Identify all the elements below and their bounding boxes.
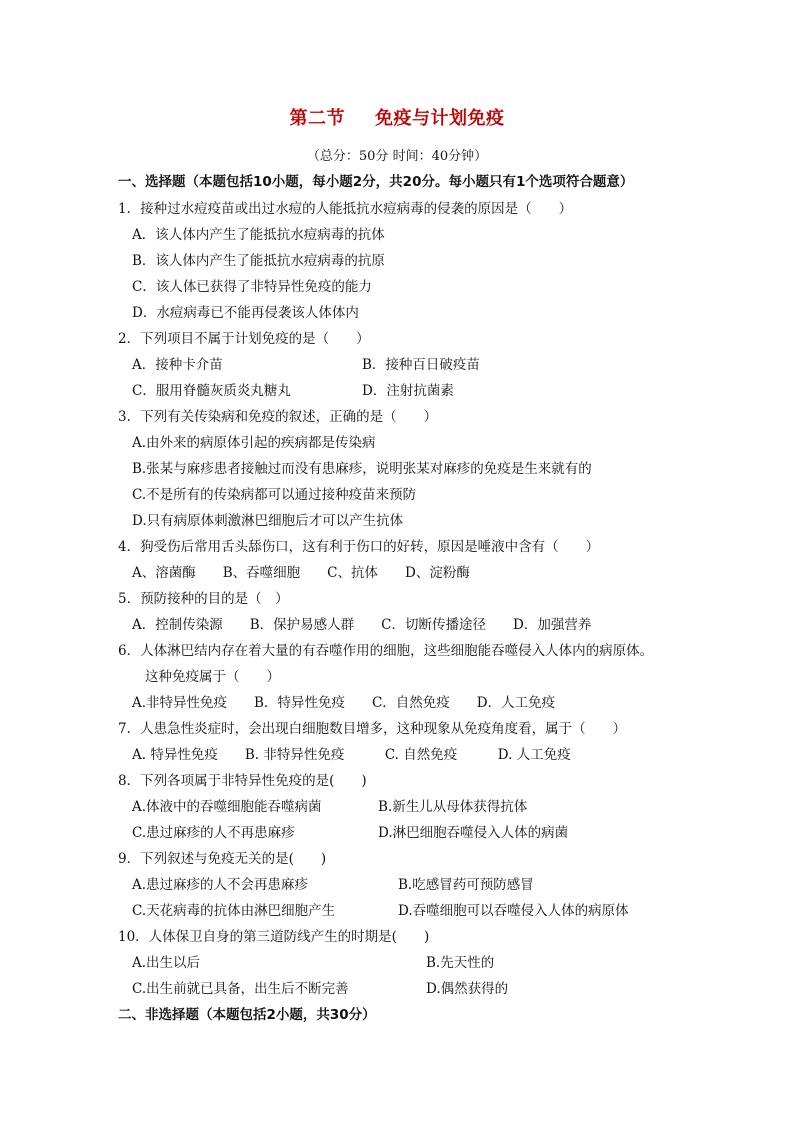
question-3-option-d: D.只有病原体刺激淋巴细胞后才可以产生抗体 <box>132 513 404 529</box>
question-1-option-c: C．该人体已获得了非特异性免疫的能力 <box>132 279 372 295</box>
title-section: 第二节 <box>289 108 345 129</box>
question-8-option-c: C.患过麻疹的人不再患麻疹 <box>132 825 295 841</box>
question-6-stem-continued: 这种免疫属于（ ） <box>145 669 280 685</box>
question-9-option-b: B.吃感冒药可预防感冒 <box>398 877 534 893</box>
question-8-option-d: D.淋巴细胞吞噬侵入人体的病菌 <box>378 825 569 841</box>
question-3-option-c: C.不是所有的传染病都可以通过接种疫苗来预防 <box>132 487 417 503</box>
exam-info: （总分：50分 时间：40分钟） <box>306 149 488 164</box>
question-9-stem: 9．下列叙述与免疫无关的是( ) <box>118 851 327 867</box>
question-7-stem: 7．人患急性炎症时，会出现白细胞数目增多，这种现象从免疫角度看，属于（ ） <box>118 721 627 737</box>
question-8-option-b: B.新生儿从母体获得抗体 <box>378 799 528 815</box>
question-1-stem: 1．接种过水痘疫苗或出过水痘的人能抵抗水痘病毒的侵袭的原因是（ ） <box>118 201 573 217</box>
title-topic: 免疫与计划免疫 <box>375 108 505 129</box>
question-3-option-a: A.由外来的病原体引起的疾病都是传染病 <box>132 435 376 451</box>
question-10-option-b: B.先天性的 <box>426 955 495 971</box>
question-4-stem: 4．狗受伤后常用舌头舔伤口，这有利于伤口的好转，原因是唾液中含有（ ） <box>118 539 600 555</box>
question-5-options: A．控制传染源 B．保护易感人群 C．切断传播途径 D．加强营养 <box>132 617 592 633</box>
question-5-stem: 5．预防接种的目的是（ ） <box>118 591 289 607</box>
question-10-stem: 10．人体保卫自身的第三道防线产生的时期是( ) <box>118 929 430 945</box>
question-9-option-c: C.天花病毒的抗体由淋巴细胞产生 <box>132 903 336 919</box>
question-1-option-d: D．水痘病毒已不能再侵袭该人体体内 <box>132 305 359 321</box>
question-10-option-c: C.出生前就已具备，出生后不断完善 <box>132 981 349 997</box>
question-2-option-a: A．接种卡介苗 <box>132 357 223 373</box>
question-4-options: A、溶菌酶 B、吞噬细胞 C、抗体 D、淀粉酶 <box>132 565 470 581</box>
question-8-stem: 8．下列各项属于非特异性免疫的是( ) <box>118 773 367 789</box>
question-10-option-d: D.偶然获得的 <box>426 981 509 997</box>
question-2-stem: 2．下列项目不属于计划免疫的是（ ） <box>118 331 370 347</box>
question-6-stem: 6．人体淋巴结内存在着大量的有吞噬作用的细胞，这些细胞能吞噬侵入人体内的病原体。 <box>118 643 654 659</box>
question-3-stem: 3．下列有关传染病和免疫的叙述，正确的是（ ） <box>118 409 438 425</box>
question-9-option-a: A.患过麻疹的人不会再患麻疹 <box>132 877 309 893</box>
question-9-option-d: D.吞噬细胞可以吞噬侵入人体的病原体 <box>398 903 629 919</box>
question-2-option-b: B．接种百日破疫苗 <box>362 357 480 373</box>
question-8-option-a: A.体液中的吞噬细胞能吞噬病菌 <box>132 799 322 815</box>
question-10-option-a: A.出生以后 <box>132 955 201 971</box>
question-2-option-d: D．注射抗菌素 <box>362 383 454 399</box>
question-1-option-a: A．该人体内产生了能抵抗水痘病毒的抗体 <box>132 227 385 243</box>
question-6-options: A.非特异性免疫 B．特异性免疫 C．自然免疫 D．人工免疫 <box>132 695 556 711</box>
section-heading-choice: 一、选择题（本题包括10小题，每小题2分，共20分。每小题只有1个选项符合题意） <box>118 174 634 190</box>
section-heading-non-choice: 二、非选择题（本题包括2小题，共30分） <box>118 1007 376 1023</box>
question-1-option-b: B．该人体内产生了能抵抗水痘病毒的抗原 <box>132 253 385 269</box>
question-3-option-b: B.张某与麻疹患者接触过而没有患麻疹，说明张某对麻疹的免疫是生来就有的 <box>132 461 592 477</box>
question-2-option-c: C．服用脊髓灰质炎丸糖丸 <box>132 383 291 399</box>
page-title <box>0 104 794 130</box>
question-7-options: A. 特异性免疫 B. 非特异性免疫 C. 自然免疫 D. 人工免疫 <box>132 747 571 763</box>
